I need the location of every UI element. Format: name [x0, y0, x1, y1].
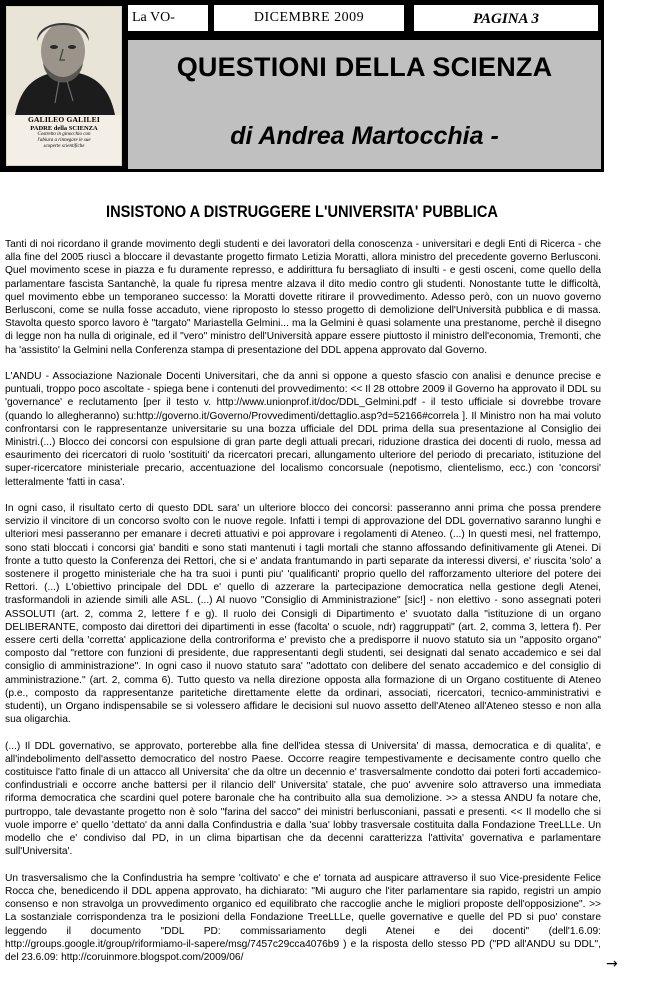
article-paragraph: In ogni caso, il risultato certo di questo DDL sara' un ulteriore blocco dei concorsi: passeranno anni prima che possa prendere servizio il vincitore di un concorso svolto con le nuove regole. Infatti i tempi di approvazione del DDL governativo saranno lunghi e ulteriori mesi passeranno per emanare i decreti attuativi e poi approvare i regolamenti di Ateneo. (...) In questi mesi, nel frattempo, sono stati bloccati i concorsi gia' banditi e sono stati mantenuti i tagli mortali che stanno affossando definitivamente gli Atenei. Di fronte a tutto questo la Conferenza dei Rettori, che si e' andata frantumando in parti separate da interessi diversi, e' riuscita 'solo' a sostenere il progetto ministeriale che ha tra suoi i punti piu' 'qualificanti' proprio quello del rafforzamento ulteriore del potere dei Rettori. (...) L'obiettivo principale del DDL e' quello di azzerare la partecipazione democratica nella gestione degli Atenei, trasformandoli in aziende simili alle ASL. (...) Al nuovo "Consiglio di Amministrazione" [sic!] - non elettivo - sono assegnati poteri ASSOLUTI (art. 2, comma 2, lettere f e g). Il ruolo dei Consigli di Dipartimento e' svuotato dalla "istituzione di un organo DELIBERANTE, composto dai direttori dei dipartimenti in esse (facolta' o scuole, ndr) raggruppati" (art. 2, comma 3, lettera f). Per essere certi della 'corretta' applicazione della controriforma e' previsto che a predisporre il nuovo statuto sia un "apposito organo" composto dal "rettore con funzioni di presidente, due rappresentanti degli studenti, sei designati dal senato accademico e sei dal consiglio di amministrazione". In ogni caso il nuovo statuto sara' "adottato con delibere del senato accademico e del consiglio di amministrazione." (art. 2, comma 6). Tutto questo va nella direzione opposta alla formazione di un Organo costituente di Ateneo (p.e., composto da rappresentanze paritetiche direttamente elette da ordinari, associati, ricercatori, tecnico-amministrativi e studenti), un Organo indispensabile se si volessero affidare le decisioni sul nuovo assetto dell'Ateneo all'Ateneo stesso e non alla sua oligarchia.: [5, 503, 601, 726]
galileo-portrait: [6, 6, 122, 166]
portrait-caption: [7, 115, 121, 150]
title-panel: [128, 40, 601, 169]
portrait-caption-line: Costretto in ginocchio con: [37, 132, 91, 137]
article-paragraph: L'ANDU - Associazione Nazionale Docenti Universitari, che da anni si oppone a questo sfascio con analisi e denunce precise e puntuali, troppo poco ascoltate - spiega bene i contenuti del provvedimento: << Il 28 ottobre 2009 il Governo ha approvato il DDL su 'governance' e reclutamento [per il testo v. http://www.unionprof.it/doc/DDL_Gelmini.pdf - il testo ufficiale si dovrebbe trovare (quando lo allegheranno) su:http://governo.it/Governo/Provvedimenti/dettaglio.asp?d=52166#correla ]. Il Ministro non ha mai voluto confrontarsi con le rappresentanze universitarie su una bozza ufficiale del DDL prima della sua presentazione al Consiglio dei Ministri.(...) Blocco dei concorsi con espulsione di gran parte degli attuali precari, riduzione drastica dei docenti di ruolo, messa ad esaurimento dei ricercatori di ruolo 'sostituiti' da ricercatori precari, allungamento ulteriore del periodo di precariato, istituzione del super-ricercatore ministeriale precario, accentuazione del localismo concorsuale (nepotismo, clientelismo, ecc.) con 'concorsi' letteralmente 'fatti in casa'.: [5, 371, 601, 488]
article-paragraph: (...) Il DDL governativo, se approvato, porterebbe alla fine dell'idea stessa di Universita' di massa, democratica e di qualita', e all'indebolimento dell'assetto democratico del nostro Paese. Occorre reagire tempestivamente e decisamente contro quello che costituisce l'atto finale di un attacco all Universita' che da oltre un decennio e' trasversalmente condotto dai poteri forti accademico-confindustriali e occorre anche battersi per il rilancio dell' Universita' statale, che puo' avvenire solo attraverso una immediata riforma democratica che scardini quel potere baronale che ha contribuito alla sua demolizione. >> a stessa ANDU fa notare che, purtroppo, tale devastante progetto non è solo "farina del sacco" dei ministri berlusconiani, passati e presenti. << Il modello che si vuole imporre e' quello 'dettato' da anni dalla Confindustria e dalla 'sua' lobby trasversale costituita dalla Fondazione TreeLLLe. Un modello che e' condiviso dal PD, in un clima bipartisan che da decenni caratterizza l'attivita' governativa e parlamentare sull'Universita'.: [5, 740, 601, 858]
portrait-name: GALILEO GALILEI: [28, 115, 100, 124]
article-headline: INSISTONO A DISTRUGGERE L'UNIVERSITA' PUBBLICA: [106, 202, 498, 221]
newsletter-name: La VO-: [128, 5, 208, 31]
page-number: PAGINA 3: [414, 5, 598, 31]
section-title: QUESTIONI DELLA SCIENZA: [176, 52, 553, 82]
article-area: [0, 172, 604, 990]
page-header: [0, 0, 604, 172]
author-byline: di Andrea Martocchia -: [230, 122, 499, 150]
portrait-subtitle: PADRE della SCIENZA: [30, 125, 98, 132]
next-page-arrow-icon[interactable]: →: [606, 956, 618, 972]
article-paragraph: Tanti di noi ricordano il grande movimento degli studenti e dei lavoratori della conoscenza - universitari e degli Enti di Ricerca - che alla fine del 2005 riuscì a bloccare il devastante progetto firmato Letizia Moratti, allora ministro del precedente governo Berlusconi. Quel movimento scese in piazza e fu duramente represso, e addirittura fu bersagliato di insulti - e gesti osceni, come quello della parlamentare fascista Santanchè, la quale fu ripresa mentre alzava il dito medio contro gli studenti. Nonostante tutte le difficoltà, quel movimento ebbe un temporaneo successo: la Moratti dovette ritirare il provvedimento. Adesso però, con un nuovo governo Berlusconi, come se nulla fosse accaduto, viene riproposto lo stesso progetto di demolizione dell'Università pubblica e di massa. Stavolta questo sporco lavoro è "targato" Mariastella Gelmini... ma la Gelmini è quasi solamente una prestanome, perchè il disegno di legge non ha nulla di originale, ed il "vero" ministro dell'Università appare essere piuttosto il ministro dell'economia, Tremonti, che ha 'assistito' la Gelmini nella Conferenza stampa di presentazione del DDL appena approvato dal Governo.: [5, 239, 601, 356]
issue-date: DICEMBRE 2009: [214, 5, 404, 31]
portrait-caption-line: scoperte scientifiche: [43, 144, 85, 149]
article-paragraph: Un trasversalismo che la Confindustria ha sempre 'coltivato' e che e' tornata ad auspicare attraverso il suo Vice-presidente Felice Rocca che, benedicendo il DDL appena approvato, ha dichiarato: "Mi auguro che l'iter parlamentare sia rapido, registri un ampio consenso e non stravolga un provvedimento organico ed equilibrato che raccoglie anche le migliori proposte dell'opposizione". >> La sostanziale corrispondenza tra le posizioni della Fondazione TreeLLLe, quelle governative e quelle del PD si puo' constare leggendo il documento "DDL PD: commissariamento degli Atenei e dei docenti" (dell'1.6.09: http://groups.google.it/group/riformiamo-il-sapere/msg/7457c29cca4076b9 ) e la risposta dello stesso PD ("PD all'ANDU su DDL", del 23.6.09: http://coruinmore.blogspot.com/2009/06/: [5, 872, 601, 963]
galileo-portrait-icon: [7, 7, 122, 115]
article-body: [5, 238, 601, 977]
portrait-caption-line: l'abiura a rinnegare le sue: [37, 138, 91, 143]
